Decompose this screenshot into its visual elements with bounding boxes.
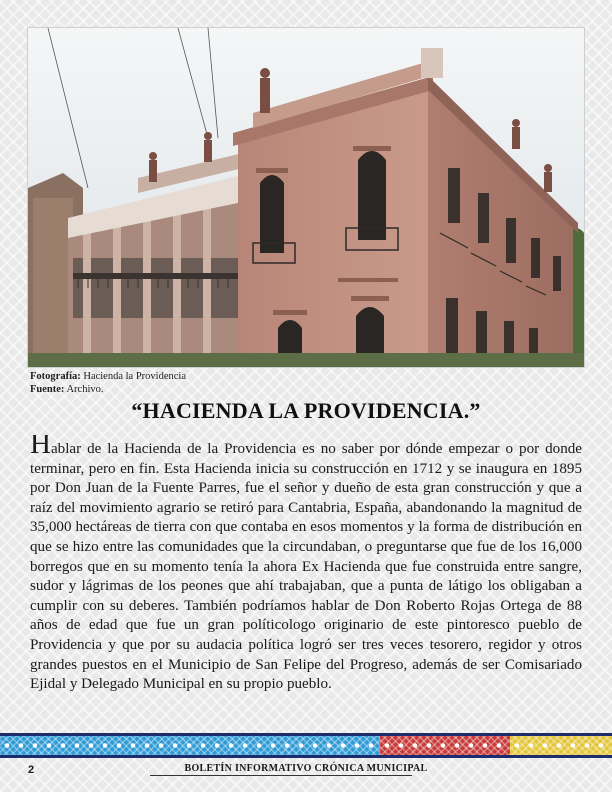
hacienda-illustration bbox=[28, 28, 584, 367]
photo-caption bbox=[30, 370, 430, 396]
caption-source-line bbox=[30, 383, 430, 396]
article-body bbox=[30, 435, 582, 720]
footer-rule bbox=[150, 775, 412, 776]
border-pattern-red bbox=[380, 736, 510, 755]
border-pattern-blue bbox=[0, 736, 380, 755]
decorative-border bbox=[0, 733, 612, 758]
caption-source-label: Fuente: bbox=[30, 384, 65, 395]
hacienda-photo bbox=[28, 28, 584, 367]
caption-photo-label: Fotografía: bbox=[30, 371, 81, 382]
article-title: “HACIENDA LA PROVIDENCIA.” bbox=[131, 398, 481, 423]
caption-source-value: Archivo. bbox=[66, 384, 104, 395]
article-body-text: ablar de la Hacienda de la Providencia es no saber por dónde empezar o por donde terminar, pero en fin. Esta Hacienda inicia su construcción en 1712 y se inaugura en 1895 por Don Juan de la Fuente Parres, fue el señor y dueño de esta gran construcción y que a raíz del movimiento agrario se retiró para Cantabria, España, abandonando la magnitud de 35,000 hectáreas de tierra con que contaba en esos momentos y la forma de distribución en que se hizo entre las comunidades que la circundaban, o preguntarse que fue de los 16,000 borregos que en su momento tenía la ahora Ex Hacienda que fue construida entre sangre, sudor y lágrimas de los peones que ahí trabajaban, que a punta de látigo los obligaban a cumplir con su deberes. También podríamos hablar de Don Roberto Rojas Ortega de 88 años de edad que fue un gran políticologo originario de este pintoresco pueblo de Providencia y que por su audacia política logró ser tres veces tesorero, regidor y otros grandes puestos en el Municipio de San Felipe del Progreso, además de ser Comisariado Ejidal y Delegado Municipal en su propio pueblo. bbox=[30, 441, 582, 693]
caption-photo-line bbox=[30, 370, 430, 383]
border-pattern-yellow bbox=[510, 736, 612, 755]
caption-photo-value: Hacienda la Providencia bbox=[83, 371, 186, 382]
publication-name: BOLETÍN INFORMATIVO CRÓNICA MUNICIPAL bbox=[184, 763, 428, 774]
drop-cap: H bbox=[30, 435, 51, 460]
page-number: 2 bbox=[28, 764, 35, 776]
